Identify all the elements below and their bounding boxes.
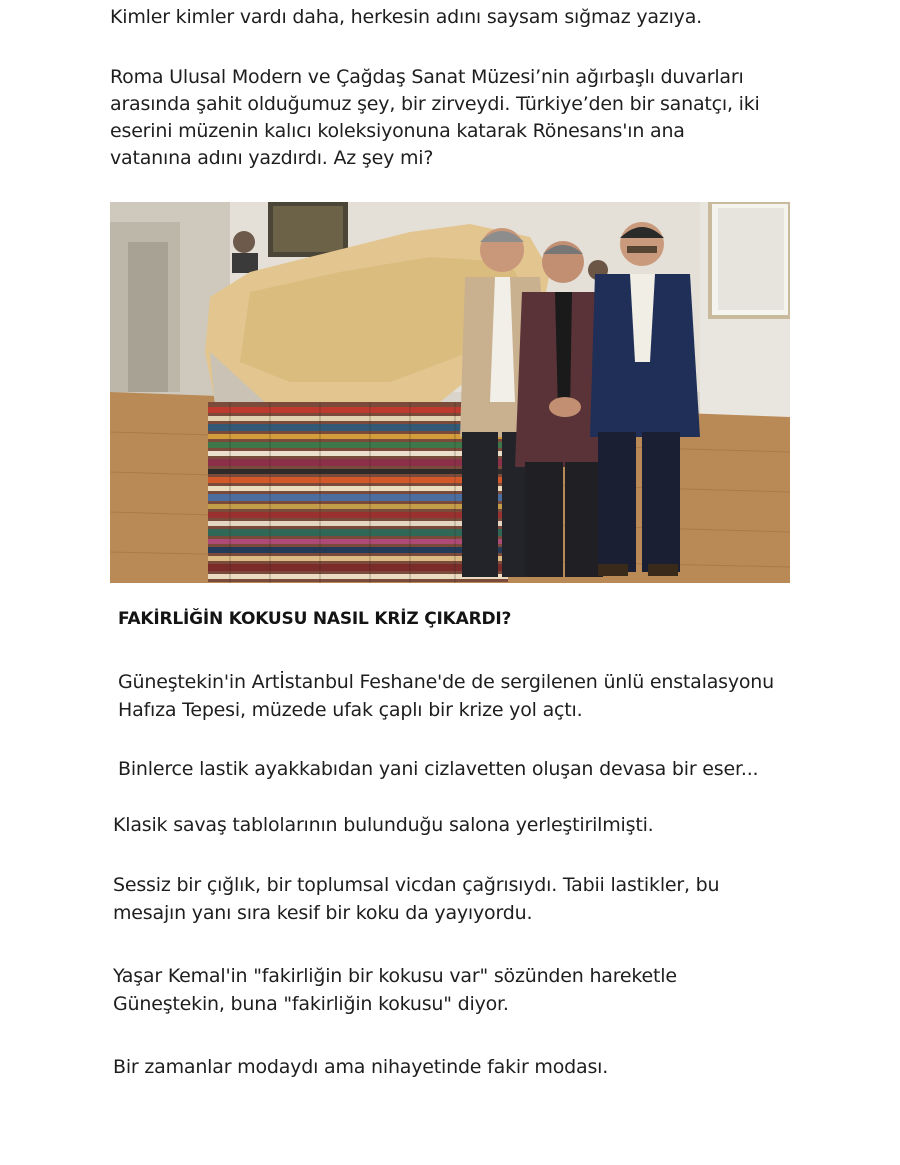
paragraph-rome-line-4: vatanına adını yazdırdı. Az şey mi? — [110, 147, 434, 169]
paragraph-rome-line-2: arasında şahit olduğumuz şey, bir zirveydi. Türkiye’den bir sanatçı, iki — [110, 93, 760, 115]
museum-photo — [110, 202, 790, 583]
paragraph-1-line-2: Hafıza Tepesi, müzede ufak çaplı bir krize yol açtı. — [118, 699, 583, 721]
paragraph-5-line-2: Güneştekin, buna "fakirliğin kokusu" diyor. — [113, 993, 509, 1015]
paragraph-3-line-1: Klasik savaş tablolarının bulunduğu salona yerleştirilmişti. — [113, 814, 654, 836]
paragraph-4-line-1: Sessiz bir çığlık, bir toplumsal vicdan çağrısıydı. Tabii lastikler, bu — [113, 874, 720, 896]
paragraph-6-line-1: Bir zamanlar modaydı ama nihayetinde fakir modası. — [113, 1056, 609, 1078]
paragraph-rome-line-3: eserini müzenin kalıcı koleksiyonuna katarak Rönesans'ın ana — [110, 120, 685, 142]
intro-text: Kimler kimler vardı daha, herkesin adını saysam sığmaz yazıya. — [110, 6, 702, 28]
section-heading: FAKİRLİĞİN KOKUSU NASIL KRİZ ÇIKARDI? — [118, 609, 512, 629]
paragraph-1-line-1: Güneştekin'in Artİstanbul Feshane'de de sergilenen ünlü enstalasyonu — [118, 671, 774, 693]
paragraph-rome-line-1: Roma Ulusal Modern ve Çağdaş Sanat Müzesi’nin ağırbaşlı duvarları — [110, 66, 744, 88]
paragraph-5-line-1: Yaşar Kemal'in "fakirliğin bir kokusu var" sözünden hareketle — [113, 965, 677, 987]
paragraph-2-line-1: Binlerce lastik ayakkabıdan yani cizlavetten oluşan devasa bir eser... — [118, 758, 759, 780]
paragraph-4-line-2: mesajın yanı sıra kesif bir koku da yayıyordu. — [113, 902, 533, 924]
